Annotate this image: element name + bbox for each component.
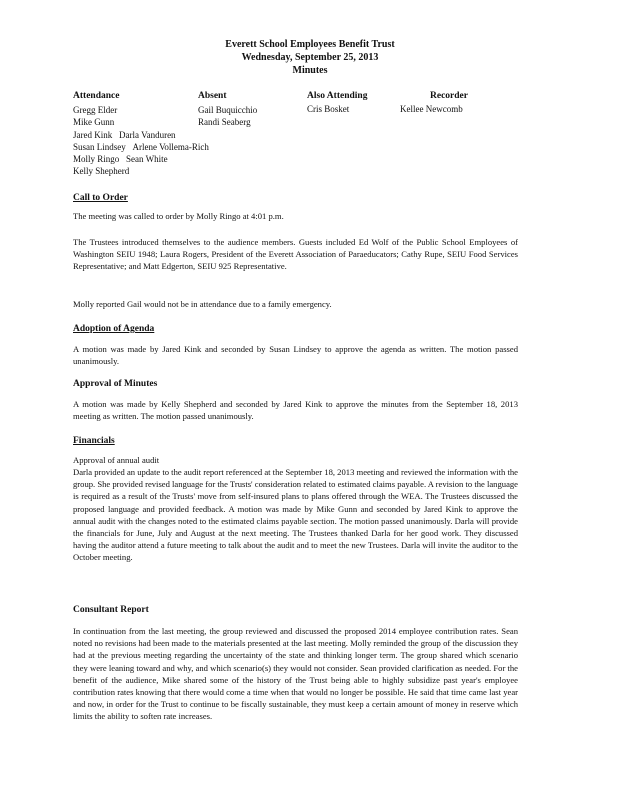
recorder: Kellee Newcomb (400, 104, 463, 114)
attendee: Molly Ringo (73, 154, 120, 165)
title-line-1: Everett School Employees Benefit Trust (225, 39, 395, 50)
absent-list (198, 104, 257, 129)
absentee: Gail Buquicchio (198, 105, 258, 115)
title-line-2: Wednesday, September 25, 2013 (241, 52, 379, 63)
adoption-paragraph: A motion was made by Jared Kink and seconded by Susan Lindsey to approve the agenda as written. The motion passed unanimously. (73, 344, 518, 367)
title-line-3: Minutes (292, 65, 328, 76)
financials-subheading: Approval of annual audit (73, 455, 160, 465)
attendee: Kelly Shepherd (73, 166, 130, 177)
attendee: Darla Vanduren (119, 129, 176, 140)
guest: Cris Bosket (307, 104, 350, 114)
attendee: Jared Kink (73, 129, 113, 140)
call-to-order-heading: Call to Order (73, 193, 128, 203)
financials-heading: Financials (73, 436, 115, 446)
absent-header: Absent (198, 91, 227, 101)
attendee: Arlene Vollema-Rich (132, 141, 209, 152)
minutes-paragraph: A motion was made by Kelly Shepherd and seconded by Jared Kink to approve the minutes from the September 18, 2013 meeting as written. The motion passed unanimously. (73, 399, 518, 422)
recorder-header: Recorder (430, 91, 468, 101)
attendee: Mike Gunn (73, 117, 115, 128)
absence-paragraph: Molly reported Gail would not be in attendance due to a family emergency. (73, 299, 332, 309)
document-title (160, 38, 460, 77)
also-attending-header: Also Attending (307, 91, 368, 101)
also-attending-list (307, 104, 349, 114)
attendee: Gregg Elder (73, 105, 118, 115)
minutes-heading: Approval of Minutes (73, 379, 158, 389)
financials-paragraph: Darla provided an update to the audit report referenced at the September 18, 2013 meeting and reviewed the information with the group. She provided revised language for the Trusts' consideration related to estimated claims payable. A revision to the language is required as a result of the Trusts' move from self-insured plans to plans offered through the WEA. The Trustees discussed the proposed language and provided feedback. A motion was made by Mike Gunn and seconded by Jared Kink to approve the annual audit with the changes noted to the estimated claims payable section. The motion passed unanimously. Darla will provide the financials for June, July and August at the next meeting. The Trustees thanked Darla for her good work. They discussed having the auditor attend a future meeting to talk about the audit and to meet the new Trustees. Darla will invite the auditor to the October meeting. (73, 467, 518, 563)
adoption-heading: Adoption of Agenda (73, 324, 155, 334)
recorder-list (400, 104, 463, 114)
consultant-paragraph: In continuation from the last meeting, the group reviewed and discussed the proposed 2014 employee contribution rates. Sean noted no revisions had been made to the materials presented at the last meeting. Molly reminded the group of the discussion they had at the previous meeting regarding the uncertainty of the state and thinking longer term. The group shared which scenario they were leaning toward and why, and which scenario(s) they would not consider. Sean provided clarification as needed. For the benefit of the audience, Mike shared some of the history of the Trust being able to highly subsidize past year's employee contribution rates knowing that there would come a time when that would no longer be possible. He said that time came last year and now, in order for the Trust to continue to be fiscally sustainable, they must keep a certain amount of money in reserve which limits the ability to soften rate increases. (73, 626, 518, 722)
attendee: Sean White (126, 154, 168, 165)
attendance-header: Attendance (73, 91, 120, 101)
call-to-order-paragraph: The meeting was called to order by Molly Ringo at 4:01 p.m. (73, 211, 284, 221)
consultant-heading: Consultant Report (73, 605, 149, 615)
guests-paragraph: The Trustees introduced themselves to the audience members. Guests included Ed Wolf of the Public School Employees of Washington SEIU 1948; Laura Rogers, President of the Everett Association of Paraeducators; Cathy Rupe, SEIU Food Services Representative; and Matt Edgerton, SEIU 925 Representative. (73, 237, 518, 272)
absentee: Randi Seaberg (198, 117, 251, 128)
attendee: Susan Lindsey (73, 141, 126, 152)
